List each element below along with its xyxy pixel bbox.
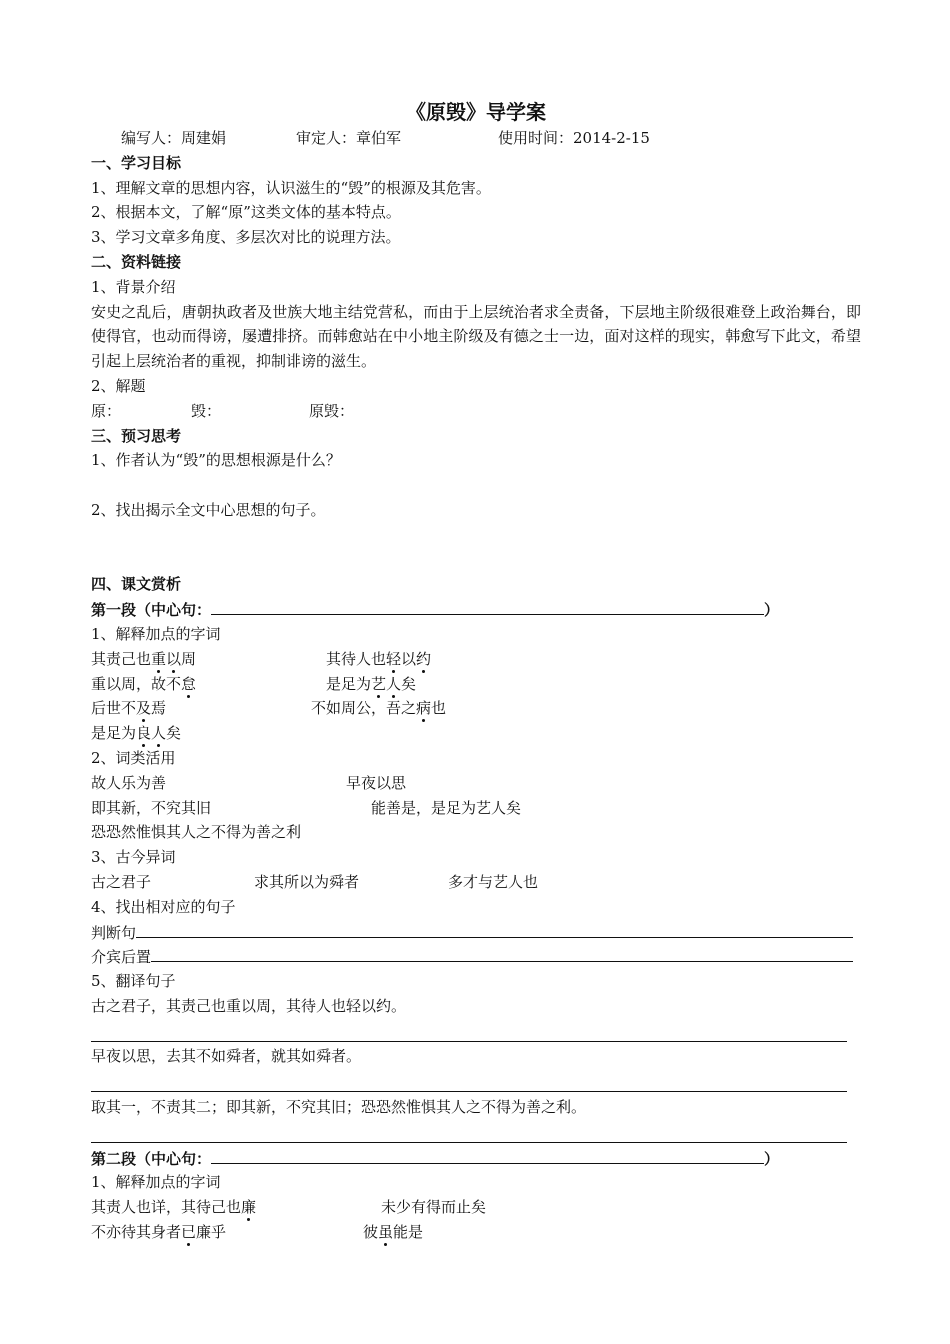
fanyi-label: 5、翻译句子 [91, 972, 176, 991]
meta-line [91, 126, 861, 151]
jieshi-left: 后世不及焉 [91, 699, 167, 718]
preview-question: 2、找出揭示全文中心思想的句子。 [91, 500, 326, 519]
jieshi-right: 彼虽能是 [363, 1223, 424, 1242]
goal-item: 3、学习文章多角度、多层次对比的说理方法。 [91, 228, 401, 247]
gujin-item: 多才与艺人也 [448, 872, 539, 891]
section-heading-materials: 二、资料链接 [91, 252, 182, 271]
preview-question: 1、作者认为“毁”的思想根源是什么？ [91, 451, 341, 470]
cilei-row [91, 820, 861, 845]
gujin-row [91, 870, 861, 895]
jieshi-left: 其责人也详，其待己也廉 [91, 1198, 257, 1217]
cilei-left: 恐恐然惟惧其人之不得为善之利 [91, 823, 302, 842]
background-text: 安史之乱后，唐朝执政者及世族大地主结党营私，而由于上层统治者求全责备，下层地主阶级很难登上政治舞台，即使得官，也动而得谤，屡遭排挤。而韩愈站在中小地主阶级及有德之士一边，面对这样的现实，韩愈写下此文，希望引起上层统治者的重视，抑制诽谤的滋生。 [91, 302, 861, 371]
jieshi-left: 不亦待其身者已廉乎 [91, 1223, 227, 1242]
cilei-left: 即其新，不究其旧 [91, 798, 212, 817]
cilei-row [91, 771, 861, 796]
jieshi-right: 不如周公，吾之病也 [311, 699, 447, 718]
section-heading-preview: 三、预习思考 [91, 426, 182, 445]
goal-item: 2、根据本文，了解“原”这类文体的基本特点。 [91, 203, 401, 222]
panduan-label: 判断句 [91, 923, 137, 942]
fanyi-sentence: 古之君子，其责己也重以周，其待人也轻以约。 [91, 996, 407, 1015]
para1-answer-blank[interactable] [211, 597, 764, 615]
date: 使用时间：2014-2-15 [498, 129, 650, 147]
goal-item: 1、理解文章的思想内容，认识滋生的“毁”的根源及其危害。 [91, 178, 491, 197]
cilei-row [91, 796, 861, 821]
cilei-label: 2、词类活用 [91, 748, 176, 767]
jieshi-row [91, 1195, 861, 1220]
jieshi-row [91, 696, 861, 721]
para2-label: 第二段（中心句： [91, 1149, 212, 1168]
jieshi-label: 1、解释加点的字词 [91, 624, 221, 643]
jieshi-left: 是足为良人矣 [91, 724, 182, 743]
jieshi-row [91, 721, 861, 746]
jiebin-label: 介宾后置 [91, 948, 152, 967]
para2-close: ） [764, 1149, 780, 1168]
jieshi-right: 是足为艺人矣 [326, 674, 417, 693]
fanyi-sentence: 取其一，不责其二；即其新，不究其旧；恐恐然惟惧其人之不得为善之利。 [91, 1098, 587, 1117]
para1-label: 第一段（中心句： [91, 601, 212, 620]
worksheet-page [91, 98, 861, 1245]
fanyi-answer-line[interactable] [91, 1069, 847, 1092]
gujin-item: 古之君子 [91, 872, 152, 891]
panduan-row [91, 920, 861, 945]
panduan-blank[interactable] [136, 920, 853, 938]
jieshi-right: 其待人也轻以约 [326, 649, 432, 668]
fanyi-answer-line[interactable] [91, 1019, 847, 1042]
reviewer: 审定人：章伯军 [296, 129, 402, 147]
background-label: 1、背景介绍 [91, 277, 176, 296]
para2-center-sentence [91, 1146, 861, 1171]
jieshi-right: 未少有得而止矣 [381, 1198, 487, 1217]
jieti-yuanhui: 原毁： [309, 401, 355, 420]
author: 编写人：周建娟 [121, 129, 227, 147]
para2-jieshi-label: 1、解释加点的字词 [91, 1173, 221, 1192]
page-title: 《原毁》导学案 [406, 100, 546, 124]
gujin-item: 求其所以为舜者 [254, 872, 360, 891]
section-heading-goals: 一、学习目标 [91, 153, 182, 172]
fanyi-sentence: 早夜以思，去其不如舜者，就其如舜者。 [91, 1047, 362, 1066]
jieshi-left: 重以周，故不怠 [91, 674, 197, 693]
section-heading-analysis: 四、课文赏析 [91, 575, 182, 594]
para2-answer-blank[interactable] [211, 1146, 764, 1164]
jieshi-row [91, 647, 861, 672]
jieshi-row [91, 1220, 861, 1245]
cilei-right: 早夜以思 [346, 773, 407, 792]
jieti-hui: 毁： [191, 401, 222, 420]
jieti-label: 2、解题 [91, 376, 146, 395]
jiebin-blank[interactable] [151, 944, 853, 962]
cilei-left: 故人乐为善 [91, 773, 167, 792]
jieshi-row [91, 672, 861, 697]
jieti-yuan: 原： [91, 401, 122, 420]
para1-close: ） [764, 601, 780, 620]
fanyi-answer-line[interactable] [91, 1120, 847, 1143]
jieti-row [91, 399, 861, 424]
gujin-label: 3、古今异词 [91, 848, 176, 867]
jieshi-left: 其责己也重以周 [91, 649, 197, 668]
cilei-right: 能善是，是足为艺人矣 [371, 798, 522, 817]
para1-center-sentence [91, 597, 861, 622]
jiebin-row [91, 944, 861, 969]
duiying-label: 4、找出相对应的句子 [91, 897, 236, 916]
